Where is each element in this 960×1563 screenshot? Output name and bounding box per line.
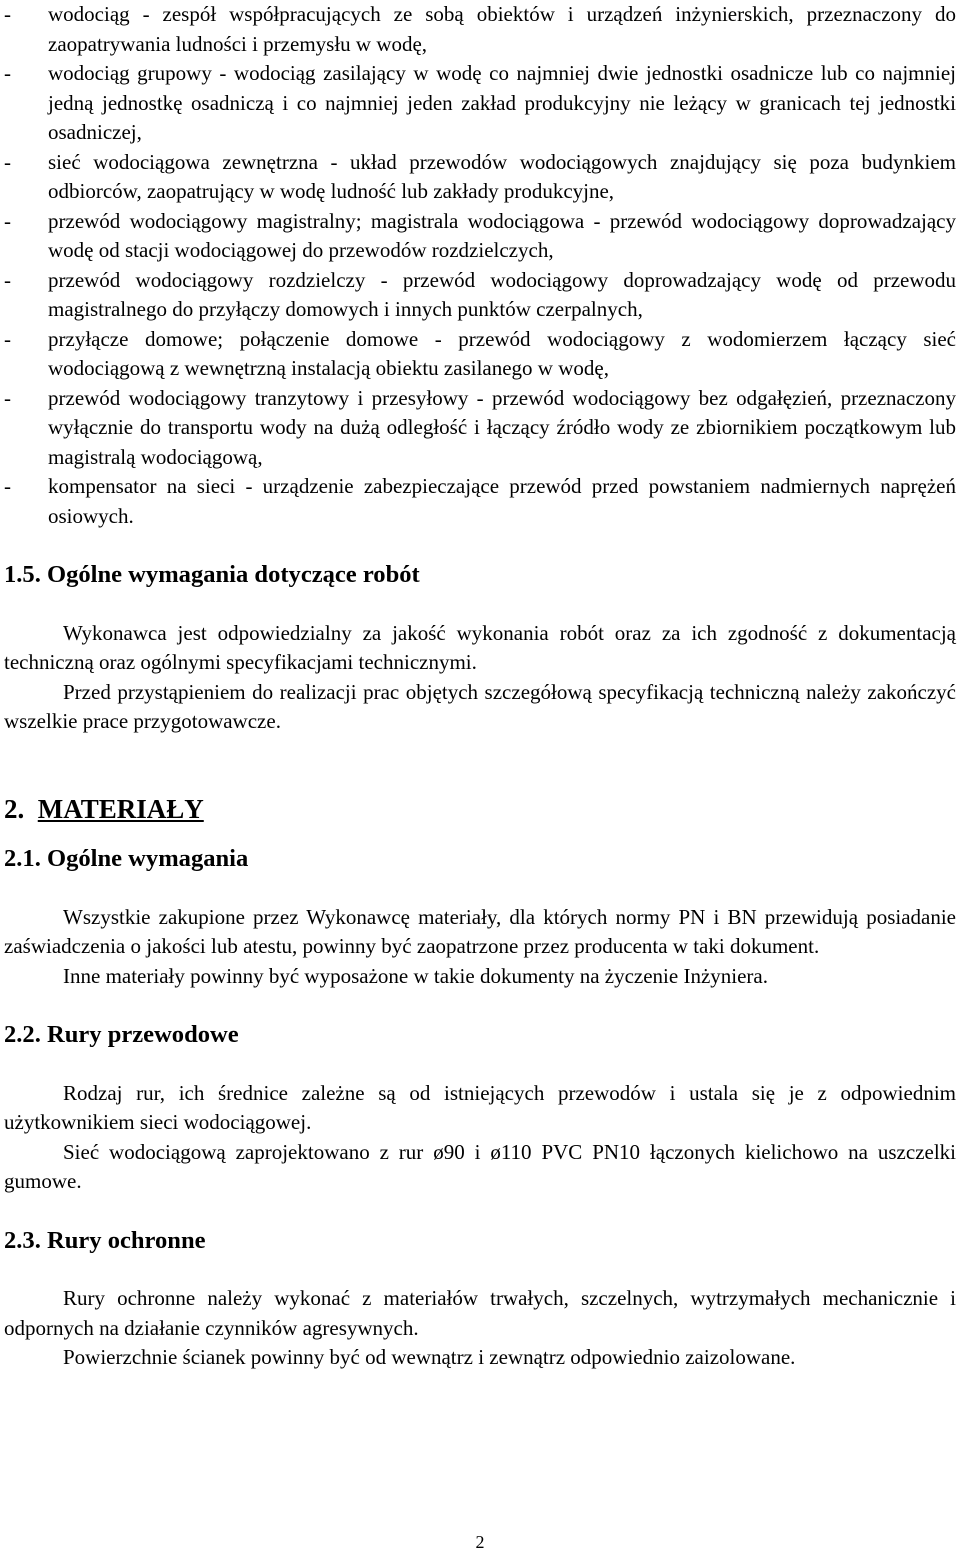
- definition-text: przewód wodociągowy tranzytowy i przesyłowy - przewód wodociągowy bez odgałęzień, przeznaczony wyłącznie do transportu wody na dużą odległość i łączący źródło wody ze zbiornikiem początkowym lub magistralą wodociągową,: [48, 385, 956, 469]
- definition-item: [4, 472, 956, 531]
- list-dash: -: [4, 385, 11, 410]
- definition-text: przewód wodociągowy rozdzielczy - przewód wodociągowy doprowadzający wodę od przewodu magistralnego do przyłączy domowych i innych punktów czerpalnych,: [48, 267, 956, 321]
- definition-text: przewód wodociągowy magistralny; magistrala wodociągowa - przewód wodociągowy doprowadzający wodę od stacji wodociągowej do przewodów rozdzielczych,: [48, 208, 956, 262]
- list-dash: -: [4, 267, 11, 292]
- section-2-3-paragraph-1: Rury ochronne należy wykonać z materiałów trwałych, szczelnych, wytrzymałych mechanicznie i odpornych na działanie czynników agresywnych.: [4, 1286, 956, 1340]
- definition-text: sieć wodociągowa zewnętrzna - układ przewodów wodociągowych znajdujący się poza budynkiem odbiorców, zaopatrujący w wodę ludność lub zakłady produkcyjne,: [48, 149, 956, 203]
- list-dash: -: [4, 474, 11, 498]
- document-page: [4, 0, 956, 1373]
- section-heading-2-1: 2.1. Ogólne wymagania: [4, 845, 249, 872]
- definition-item: [4, 0, 956, 59]
- chapter-number: 2.: [4, 793, 25, 824]
- list-dash: -: [4, 326, 11, 351]
- definition-item: [4, 384, 956, 473]
- page-number: 2: [475, 1532, 485, 1552]
- section-heading-2-2: 2.2. Rury przewodowe: [4, 1021, 239, 1048]
- section-1-5-paragraph-2: Przed przystąpieniem do realizacji prac objętych szczegółową specyfikacją techniczną należy zakończyć wszelkie prace przygotowawcze.: [4, 679, 956, 733]
- section-2-1-paragraph-1: Wszystkie zakupione przez Wykonawcę materiały, dla których normy PN i BN przewidują posiadanie zaświadczenia o jakości lub atestu, powinny być zaopatrzone przez producenta w taki dokument.: [4, 904, 956, 958]
- section-2-2-paragraph-1: Rodzaj rur, ich średnice zależne są od istniejących przewodów i ustala się je z odpowiednim użytkownikiem sieci wodociągowej.: [4, 1080, 956, 1134]
- section-1-5-paragraph-1: Wykonawca jest odpowiedzialny za jakość wykonania robót oraz za ich zgodność z dokumentacją techniczną oraz ogólnymi specyfikacjami technicznymi.: [4, 620, 956, 674]
- definition-text: wodociąg - zespół współpracujących ze sobą obiektów i urządzeń inżynierskich, przeznaczony do zaopatrywania ludności i przemysłu w wodę,: [48, 2, 956, 56]
- definition-text: kompensator na sieci - urządzenie zabezpieczające przewód przed powstaniem nadmiernych naprężeń osiowych.: [48, 474, 956, 528]
- section-2-1-paragraph-2: Inne materiały powinny być wyposażone w takie dokumenty na życzenie Inżyniera.: [63, 963, 768, 988]
- list-dash: -: [4, 61, 11, 85]
- chapter-heading-2: [4, 795, 956, 825]
- definitions-list: [4, 0, 956, 531]
- section-2-2-paragraph-2: Sieć wodociągową zaprojektowano z rur ø90 i ø110 PVC PN10 łączonych kielichowo na uszczelki gumowe.: [4, 1139, 956, 1193]
- definition-item: [4, 325, 956, 384]
- definition-text: przyłącze domowe; połączenie domowe - przewód wodociągowy z wodomierzem łączący sieć wodociągową z wewnętrzną instalacją obiektu zasilanego w wodę,: [48, 326, 956, 380]
- chapter-title: MATERIAŁY: [37, 793, 204, 824]
- section-2-3-paragraph-2: Powierzchnie ścianek powinny być od wewnątrz i zewnątrz odpowiednio zaizolowane.: [63, 1345, 796, 1369]
- list-dash: -: [4, 208, 11, 233]
- definition-item: [4, 148, 956, 207]
- definition-item: [4, 59, 956, 148]
- definition-item: [4, 266, 956, 325]
- section-heading-1-5: 1.5. Ogólne wymagania dotyczące robót: [4, 561, 420, 588]
- list-dash: -: [4, 149, 11, 174]
- list-dash: -: [4, 2, 11, 26]
- section-heading-2-3: 2.3. Rury ochronne: [4, 1226, 206, 1254]
- definition-text: wodociąg grupowy - wodociąg zasilający w wodę co najmniej dwie jednostki osadnicze lub co najmniej jedną jednostkę osadniczą i co najmniej jeden zakład produkcyjny nie leżący w granicach tej jednostki osadniczej,: [48, 61, 956, 144]
- definition-item: [4, 207, 956, 266]
